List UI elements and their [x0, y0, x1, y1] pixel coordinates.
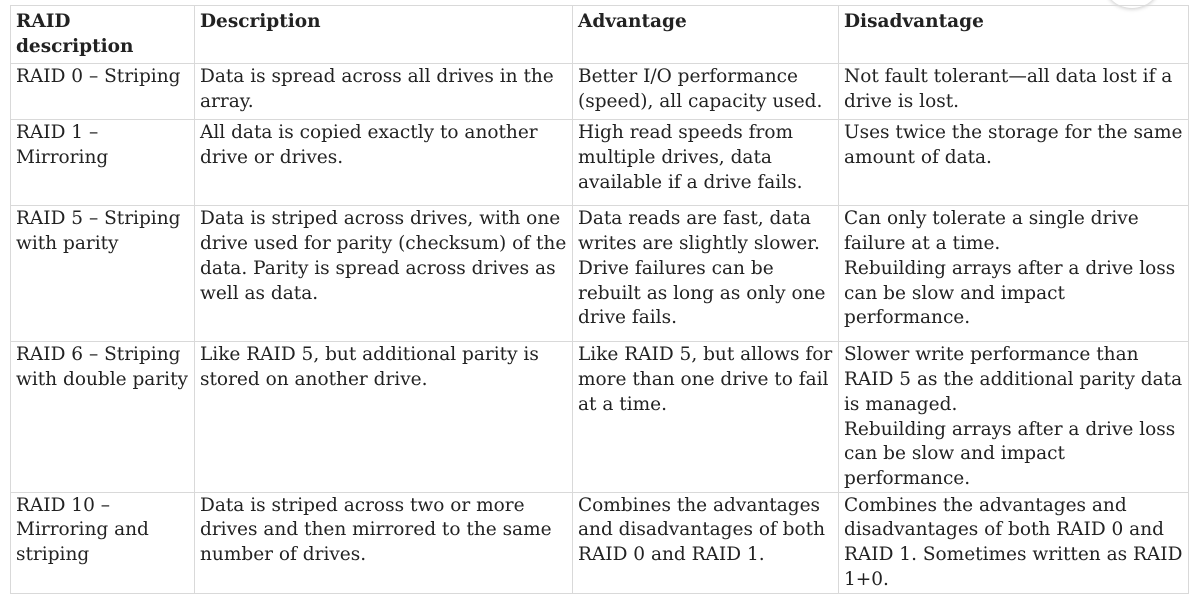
header-advantage: Advantage [573, 6, 839, 64]
description-cell: Like RAID 5, but additional parity is stored on another drive. [195, 342, 573, 492]
disadvantage-cell: Combines the advantages and disadvantages of both RAID 0 and RAID 1. Sometimes written as RAID 1+0. [839, 492, 1189, 593]
table-row [11, 206, 1189, 342]
raid-level-cell: RAID 6 – Striping with double parity [11, 342, 195, 492]
table-row [11, 64, 1189, 120]
disadvantage-cell: Can only tolerate a single drive failure at a time. Rebuilding arrays after a drive loss can be slow and impact performance. [839, 206, 1189, 342]
disadvantage-cell: Slower write performance than RAID 5 as the additional parity data is managed. Rebuilding arrays after a drive loss can be slow and impact performance. [839, 342, 1189, 492]
advantage-cell: Data reads are fast, data writes are slightly slower. Drive failures can be rebuilt as long as only one drive fails. [573, 206, 839, 342]
description-cell: Data is spread across all drives in the array. [195, 64, 573, 120]
raid-level-cell: RAID 5 – Striping with parity [11, 206, 195, 342]
table-row [11, 342, 1189, 492]
raid-level-cell: RAID 0 – Striping [11, 64, 195, 120]
table-row [11, 120, 1189, 206]
disadvantage-cell: Uses twice the storage for the same amount of data. [839, 120, 1189, 206]
raid-level-cell: RAID 1 – Mirroring [11, 120, 195, 206]
table-row [11, 492, 1189, 593]
raid-comparison-table [10, 5, 1189, 594]
disadvantage-cell: Not fault tolerant—all data lost if a drive is lost. [839, 64, 1189, 120]
advantage-cell: Better I/O performance (speed), all capacity used. [573, 64, 839, 120]
advantage-cell: High read speeds from multiple drives, data available if a drive fails. [573, 120, 839, 206]
description-cell: All data is copied exactly to another drive or drives. [195, 120, 573, 206]
description-cell: Data is striped across two or more drives and then mirrored to the same number of drives. [195, 492, 573, 593]
raid-level-cell: RAID 10 – Mirroring and striping [11, 492, 195, 593]
header-description: Description [195, 6, 573, 64]
advantage-cell: Combines the advantages and disadvantages of both RAID 0 and RAID 1. [573, 492, 839, 593]
header-row [11, 6, 1189, 64]
header-raid-description: RAID description [11, 6, 195, 64]
header-disadvantage: Disadvantage [839, 6, 1189, 64]
description-cell: Data is striped across drives, with one drive used for parity (checksum) of the data. Parity is spread across drives as well as data. [195, 206, 573, 342]
advantage-cell: Like RAID 5, but allows for more than one drive to fail at a time. [573, 342, 839, 492]
